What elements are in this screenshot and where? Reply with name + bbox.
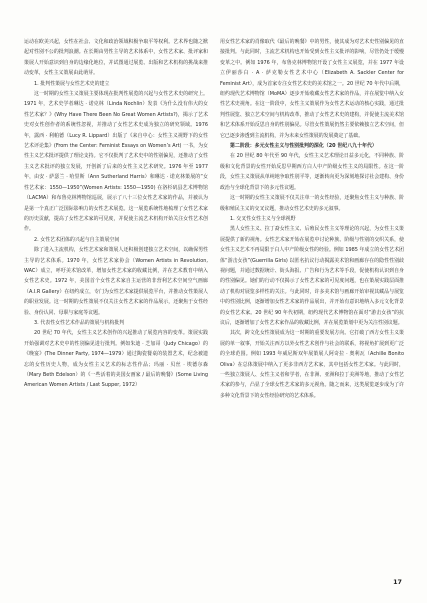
left-paragraph: 除了进入主流机构，女性艺术家和策展人还积极创建独立艺术空间，以确保男性主导的艺术体系。1970 年，女性艺术家协会（Women Artists in Revolution, WAC）成立，呼吁美术馆改革，增加女性艺术家的收藏比例，并在艺术教育中纳入女性艺术史。1972 年，美国首个女性艺术家自主运营的非营利艺术空间空气画廊（A.I.R Gallery）在纽约成立，专门为女性艺术家提供展览平台，并推动女性策展人的职业发展。这一时期的女性策展不仅关注女性艺术家的作品展示，还聚焦于女性经验、身份认同、母职与家庭等议题。 bbox=[24, 247, 208, 316]
right-heading: 第二阶段：多元女性主义与性别批判的深化（20 世纪八九十年代） bbox=[230, 143, 377, 150]
right-paragraph: 1. 交叉性女性主义与全球视野 bbox=[230, 215, 296, 222]
right-paragraph: 其次，跨文化女性策展成为这一时期的重要发展方向。它打破了西方女性主义策展的单一叙事，开始关注西方以外女性艺术创作与社会的联系，将视角扩展到更广泛的全球范围。例如 1993 年威尼斯双年展策展人阿奇拉 · 奥利瓦（Achille Bonito Oliva）在总体策展中纳入了更多非西方艺术家，其中包括女性艺术家。与此同时，一些独立策展人、女性主义者和学者，在非洲、亚洲和拉丁美洲等地，推动了女性艺术家的参与，凸显了全球女性艺术家的多元视角。随之而来，这类展览逐步成为了许多种文化背景下的女性经验研究的艺术体系。 bbox=[220, 330, 404, 399]
document-page bbox=[24, 37, 404, 567]
right-paragraph: 黑人女性主义、拉丁裔女性主义、后殖民女性主义等理论的兴起，为女性主义策展提供了新的视角。女性艺术家开始在展览中讨论种族、阶级与性别的交织关系，使女性主义艺术不再局限于白人中产阶级女性的经验。例如 1985 年成立的女性艺术团体“游击女孩”(Guerrilla Girls) 以匿名抗议行动揭露美术馆和画廊存在的隐性性别歧视问题，并通过数据统计、街头海报、广告和行为艺术等手段，促使机构认识到自身的性别偏见。她们的行动不仅揭示了女性艺术家的可见度问题，也在策展实践层面推动了机构对展览多样性的关注。与此同时，许多美术馆与画廊开始审视其藏品与展览中的性别比例，逐渐增加女性艺术家的作品展出，并开始有意识地纳入多元文化背景的女性艺术家。20 世纪 90 年代初期，纽约现代艺术博物馆在面对“游击女孩”的抗议后，逐渐增加了女性艺术家作品的收藏比例，并在展览策划中更为关注性别议题。 bbox=[220, 226, 404, 326]
right-paragraph: 用女性艺术家的肖像取代《最后的晚餐》中的男性，使其成为对艺术史性别偏见的直接批判。与此同时，主流艺术机构也开始受到女性主义批评的影响，尽管仍处于缓慢变革之中。例如 1976 年，布鲁克林博物馆开设了女性主义展览，并在 1977 年设立伊丽莎白 · A · 萨克勒女性艺术中心（Elizabeth A. Sackler Center for Feminist Art），成为首家专注女性艺术史的美术馆之一。20 世纪 70 年代中后期，纽约现代艺术博物馆（MoMA）逐步开始收藏女性艺术家的作品，并在展览中纳入女性艺术史视角。在这一阶段中，女性主义策展作为女性艺术运动的核心实践，通过批判性展览、独立艺术空间与机构改革，推动了女性艺术史的建构，并促使主流美术馆和艺术体系开始反思自身的性别偏见。尽管女性策展仍然主要依赖独立艺术空间，但它已逐步渗透到主流机构，并为未来女性策展的发展奠定了基础。 bbox=[220, 39, 404, 139]
left-paragraph: 20 世纪 70 年代，女性主义艺术创作的兴起推动了展览内容的变革。策展实践开始强调对艺术史中的性别偏见进行批判。例如朱迪 · 芝加哥（Judy Chicago）的《晚宴》(The Dinner Party, 1974—1979）通过陶瓷餐桌的装置艺术，纪念被遗忘的女性历史人物，成为女性主义艺术的标志性作品；玛丽 · 贝丝 · 埃德尔森（Mary Beth Edelson）的《一些活着的美国女画家 / 最后的晚餐》(Some Living American Women Artists / Last Supper, 1972） bbox=[24, 330, 208, 389]
left-column bbox=[24, 37, 208, 567]
right-paragraph: 这一时期的女性主义策展不仅关注单一的女性经验，还聚焦女性主义与种族、阶级和殖民主义的交叉议题，推动女性艺术史的多元叙事。 bbox=[220, 195, 404, 212]
left-paragraph: 1. 批判性策展与女性艺术史的建立 bbox=[34, 80, 110, 87]
page-number: 17 bbox=[393, 578, 402, 586]
left-paragraph: 这一时期的女性主义策展主要体现在批判性展览的兴起与女性艺术史的研究上。1971 年，艺术史学者琳达 · 诺克林（Linda Nochlin）发表《为什么没有伟大的女性艺术家？》(Why Have There Been No Great Women Artists?)，揭示了艺术史对女性创作者的系统性忽视，并推动了女性艺术史成为独立的研究领域。1976 年，露西 · 利帕德（Lucy R. Lippard）出版了《来自中心：女性主义视野下的女性艺术评论集》(From the Center: Feminist Essays on Women’s Art) 一书，为女性主义艺术批评提供了理论支持。它不仅批判了艺术史中的性别偏见，还推动了女性主义艺术批评的独立发展，开创新了后来的女性主义艺术研究。1976 年至 1977 年，由安 · 萨瑟兰 · 哈里斯（Ann Sutherland Harris）和琳达 · 诺克林策展的“女性艺术家：1550—1950”(Women Artists: 1550—1950) 在洛杉矶县艺术博物馆（LACMA）和布鲁克林博物馆巡展，展示了八十三位女性艺术家的作品，并被认为是第一个真正广泛国际影响力的女性艺术展览。这一展览系统性地梳理了女性艺术家的历史贡献，提高了女性艺术家的可见度，并促使主流艺术机构开始关注女性艺术创作。 bbox=[24, 91, 208, 233]
left-paragraph: 运动在欧美兴起，女性在社会、文化和政治领域积极争取平等权利。艺术界也随之掀起对性别不公的批判浪潮。在长期由男性主导的艺术体系中，女性艺术家、批评家和策展人开始意识到自身的边缘化地位，并试图通过展览、出版和艺术机构的挑战来推动变革，女性主义策展由此萌芽。 bbox=[24, 39, 208, 77]
left-paragraph: 3. 代表性女性艺术作品的策展与机构批判 bbox=[34, 319, 125, 326]
right-paragraph: 在 20 世纪 80 年代至 90 年代，女性主义艺术理论日益多元化，不同种族、阶级和文化背景的女性开始反思早期西方白人中产阶级女性主义的局限性。在这一阶段，女性主义策展从单纯地争取性别平等，逐渐转向更为深刻地探讨社会建构、身份政治与全球化背景下的多元性议题。 bbox=[220, 153, 404, 191]
left-paragraph: 2. 女性艺术团体的兴起与自主策展空间 bbox=[34, 236, 120, 243]
right-column bbox=[220, 37, 404, 567]
